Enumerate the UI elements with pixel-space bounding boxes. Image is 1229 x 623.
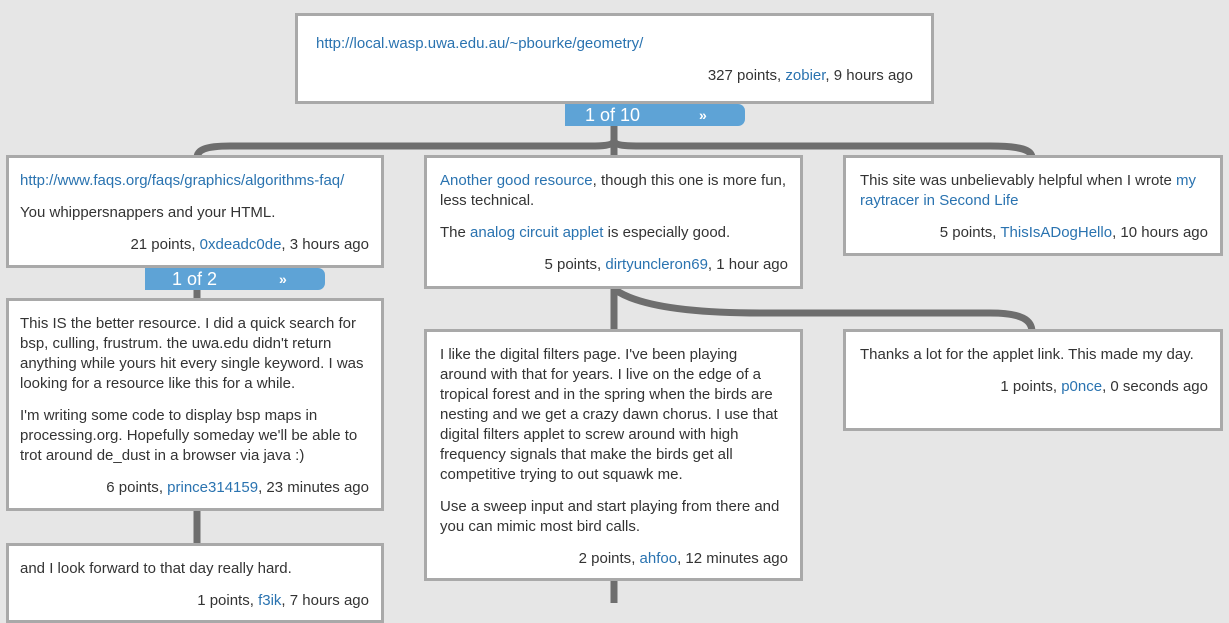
c3-meta: 5 points, ThisIsADogHello, 10 hours ago [939,224,1208,241]
c2-resource-link[interactable]: Another good resource [440,172,593,189]
c1-pager-next[interactable]: » [279,271,287,287]
root-meta: 327 points, zobier, 9 hours ago [707,67,913,84]
comment-card-c3 [843,155,1223,256]
c1-text: You whippersnappers and your HTML. [20,204,276,221]
comment-card-c2r1 [424,329,803,581]
root-pager-next[interactable]: » [699,107,707,123]
c2-author-link[interactable]: dirtyuncleron69 [605,256,708,273]
comment-card-c2 [424,155,803,289]
root-author-link[interactable]: zobier [785,67,826,84]
c1r-meta: 6 points, prince314159, 23 minutes ago [106,479,369,496]
c2-meta: 5 points, dirtyuncleron69, 1 hour ago [544,256,788,273]
c2-text-1: Another good resource, though this one is more fun, less technical. [440,172,787,209]
root-comment-card [295,13,934,104]
c2-applet-link[interactable]: analog circuit applet [470,224,604,241]
c1r-text-1: This IS the better resource. I did a quick search for bsp, culling, frustrum. the uwa.edu didn't return anything while yours hit every single keyword. I was looking for a resource like this for a while. [20,315,364,392]
c2r2-meta: 1 points, p0nce, 0 seconds ago [1000,378,1208,395]
c2r2-text: Thanks a lot for the applet link. This made my day. [860,346,1194,363]
c2r1-meta: 2 points, ahfoo, 12 minutes ago [578,550,788,567]
c3-author-link[interactable]: ThisIsADogHello [1000,224,1113,241]
c1rr-text: and I look forward to that day really hard. [20,560,292,577]
root-pager [565,104,745,126]
c1-url-link[interactable]: http://www.faqs.org/faqs/graphics/algorithms-faq/ [20,172,345,189]
c2r1-author-link[interactable]: ahfoo [639,550,678,567]
c1-author-link[interactable]: 0xdeadc0de [199,236,282,253]
c3-raytracer-link[interactable]: my raytracer in Second Life [860,172,1196,209]
c1r-author-link[interactable]: prince314159 [167,479,259,496]
c1r-text-2: I'm writing some code to display bsp maps in processing.org. Hopefully someday we'll be able to trot around de_dust in a browser via java :) [20,407,358,464]
c1rr-author-link[interactable]: f3ik [258,592,282,609]
root-url-link[interactable]: http://local.wasp.uwa.edu.au/~pbourke/geometry/ [316,35,644,52]
comment-card-c1rr [6,543,384,623]
connector-root-c1 [197,125,614,158]
root-pager-count: 1 of 10 [585,105,641,125]
connector-c2-c2r2 [614,289,1032,332]
c1-meta: 21 points, 0xdeadc0de, 3 hours ago [130,236,369,253]
c1-pager [145,268,325,290]
c1rr-meta: 1 points, f3ik, 7 hours ago [197,592,369,609]
c2-text-2: The analog circuit applet is especially good. [440,224,731,241]
comment-card-c1r [6,298,384,511]
c3-text: This site was unbelievably helpful when I wrote my raytracer in Second Life [860,172,1196,209]
comment-card-c2r2 [843,329,1223,431]
c2r1-text-1: I like the digital filters page. I've been playing around with that for years. I live on the edge of a tropical forest and in the spring when the birds are nesting and we get a crazy dawn chorus. I use that digital filters applet to screw around with high frequency signals that make the birds get all competitive trying to out squawk me. [440,346,778,483]
c1-pager-count: 1 of 2 [172,269,218,289]
comment-card-c1 [6,155,384,268]
c2r2-author-link[interactable]: p0nce [1061,378,1103,395]
c2r1-text-2: Use a sweep input and start playing from there and you can mimic most bird calls. [440,498,780,535]
connector-root-c3 [614,125,1032,158]
